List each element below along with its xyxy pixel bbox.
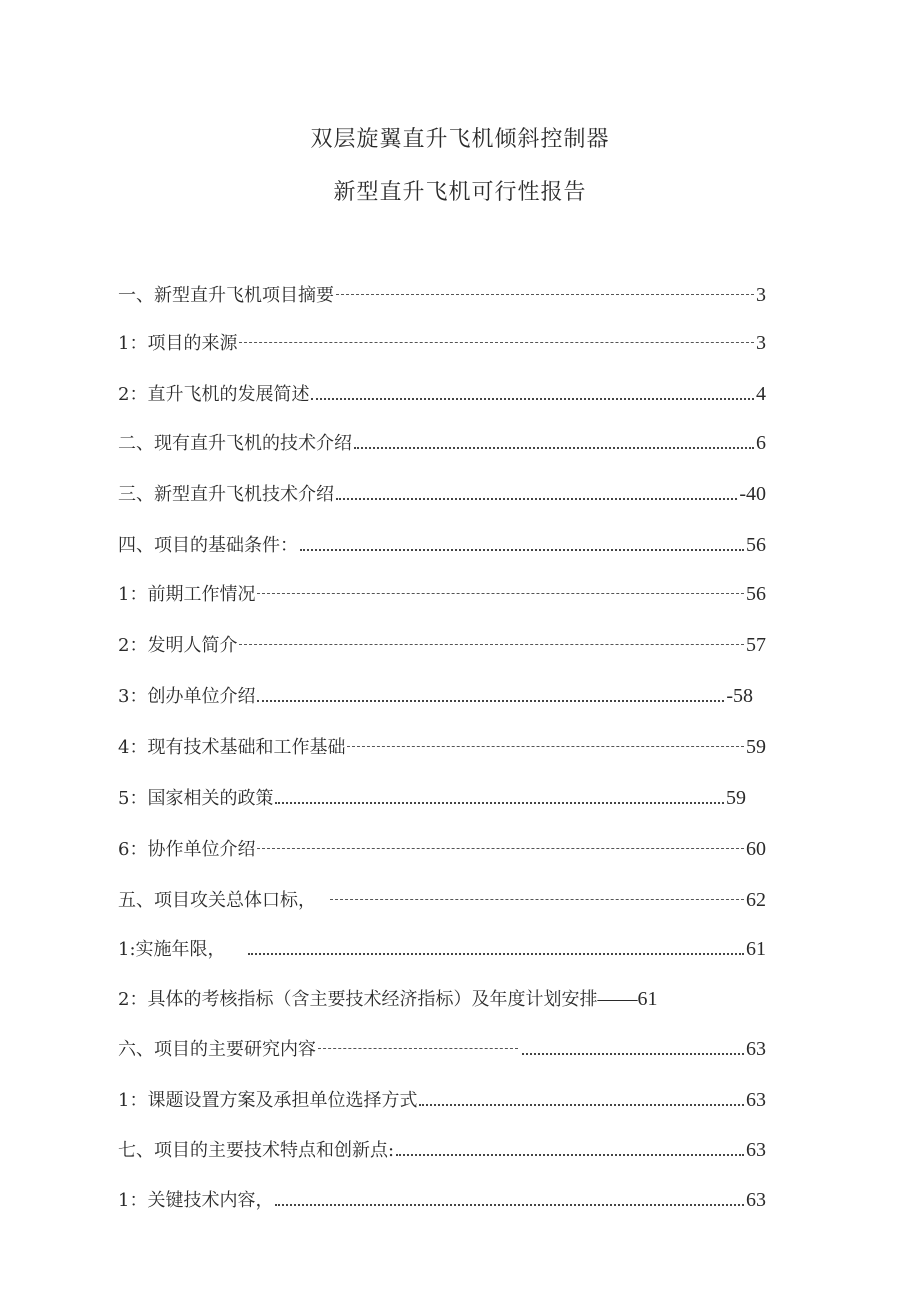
- toc-entry-page: 63: [746, 1189, 766, 1211]
- document-title-line-1: 双层旋翼直升飞机倾斜控制器: [310, 127, 610, 152]
- toc-entry-page: 4: [756, 383, 766, 405]
- toc-entry-label: 六、项目的主要研究内容: [118, 1039, 316, 1060]
- toc-entry-label: 三、新型直升飞机技术介绍: [118, 484, 334, 505]
- toc-entry-page: 61: [746, 938, 766, 960]
- toc-entry[interactable]: [118, 785, 746, 811]
- toc-leader: [311, 398, 754, 401]
- toc-entry-label: 四、项目的基础条件：: [118, 535, 298, 556]
- toc-entry-label: 1：项目的来源: [118, 333, 238, 354]
- toc-entry[interactable]: [118, 986, 718, 1012]
- toc-leader: [257, 848, 744, 850]
- toc-entry-page: 63: [746, 1038, 766, 1060]
- toc-entry[interactable]: [118, 1087, 766, 1113]
- toc-entry[interactable]: [118, 683, 753, 709]
- toc-leader: [419, 1104, 744, 1107]
- toc-leader: [275, 802, 724, 805]
- toc-leader: [257, 593, 744, 595]
- toc-leader: [396, 1154, 744, 1157]
- toc-leader: [248, 953, 744, 956]
- toc-entry[interactable]: [118, 734, 766, 760]
- toc-leader: [522, 1053, 744, 1056]
- toc-entry-label: 1：前期工作情况: [118, 584, 256, 605]
- toc-entry[interactable]: [118, 282, 766, 308]
- toc-entry-label: 4：现有技术基础和工作基础: [118, 737, 346, 758]
- toc-entry-page: 60: [746, 838, 766, 860]
- toc-entry[interactable]: [118, 836, 766, 862]
- toc-leader: [275, 1204, 744, 1207]
- toc-entry-label: 二、现有直升飞机的技术介绍: [118, 433, 352, 454]
- toc-entry-page: 57: [746, 634, 766, 656]
- toc-entry[interactable]: [118, 936, 766, 962]
- toc-entry-page: 56: [746, 534, 766, 556]
- toc-entry-label: 2：直升飞机的发展简述: [118, 384, 310, 405]
- toc-entry-label: 3：创办单位介绍: [118, 686, 256, 707]
- toc-leader: [330, 899, 744, 901]
- toc-entry-label: 七、项目的主要技术特点和创新点:: [118, 1140, 395, 1161]
- toc-entry-label: 2：具体的考核指标（含主要技术经济指标）及年度计划安排: [118, 989, 598, 1010]
- toc-entry[interactable]: [118, 1137, 766, 1163]
- toc-leader: [239, 644, 744, 646]
- toc-entry-page: 56: [746, 583, 766, 605]
- toc-leader: [336, 498, 737, 501]
- toc-entry-page: 63: [746, 1089, 766, 1111]
- toc-entry-label: 6：协作单位介绍: [118, 839, 256, 860]
- toc-entry-page: 3: [756, 284, 766, 306]
- toc-entry[interactable]: [118, 381, 766, 407]
- toc-leader: [318, 1048, 518, 1050]
- toc-leader: [336, 294, 754, 296]
- toc-entry-page: 6: [756, 432, 766, 454]
- toc-entry[interactable]: [118, 1187, 766, 1213]
- toc-entry[interactable]: [118, 330, 766, 356]
- toc-entry-label: 五、项目攻关总体口标，: [118, 890, 316, 911]
- toc-entry-page: 3: [756, 332, 766, 354]
- toc-entry-label: 一、新型直升飞机项目摘要: [118, 285, 334, 306]
- toc-entry[interactable]: [118, 1036, 766, 1062]
- toc-entry-label: 1：课题设置方案及承担单位选择方式: [118, 1090, 418, 1111]
- toc-entry-label: 5：国家相关的政策: [118, 788, 274, 809]
- toc-entry-page: 62: [746, 889, 766, 911]
- toc-entry[interactable]: [118, 581, 766, 607]
- toc-entry-page: -40: [739, 483, 766, 505]
- toc-leader: [257, 700, 724, 703]
- toc-entry-page: 59: [746, 736, 766, 758]
- toc-entry-label: 2：发明人简介: [118, 635, 238, 656]
- toc-entry-page: ——61: [597, 988, 658, 1010]
- toc-entry-page: 63: [746, 1139, 766, 1161]
- toc-entry[interactable]: [118, 887, 766, 913]
- toc-entry[interactable]: [118, 481, 766, 507]
- toc-entry-label: 1:实施年限，: [118, 939, 226, 960]
- toc-entry-label: 1：关键技术内容，: [118, 1190, 274, 1211]
- toc-leader: [300, 549, 744, 552]
- toc-entry-page: -58: [726, 685, 753, 707]
- document-title-line-2: 新型直升飞机可行性报告: [333, 180, 587, 205]
- toc-entry[interactable]: [118, 632, 766, 658]
- toc-entry-page: 59: [726, 787, 746, 809]
- toc-entry[interactable]: [118, 532, 766, 558]
- toc-entry[interactable]: [118, 430, 766, 456]
- toc-leader: [239, 342, 754, 344]
- toc-leader: [347, 746, 744, 748]
- toc-leader: [354, 447, 754, 450]
